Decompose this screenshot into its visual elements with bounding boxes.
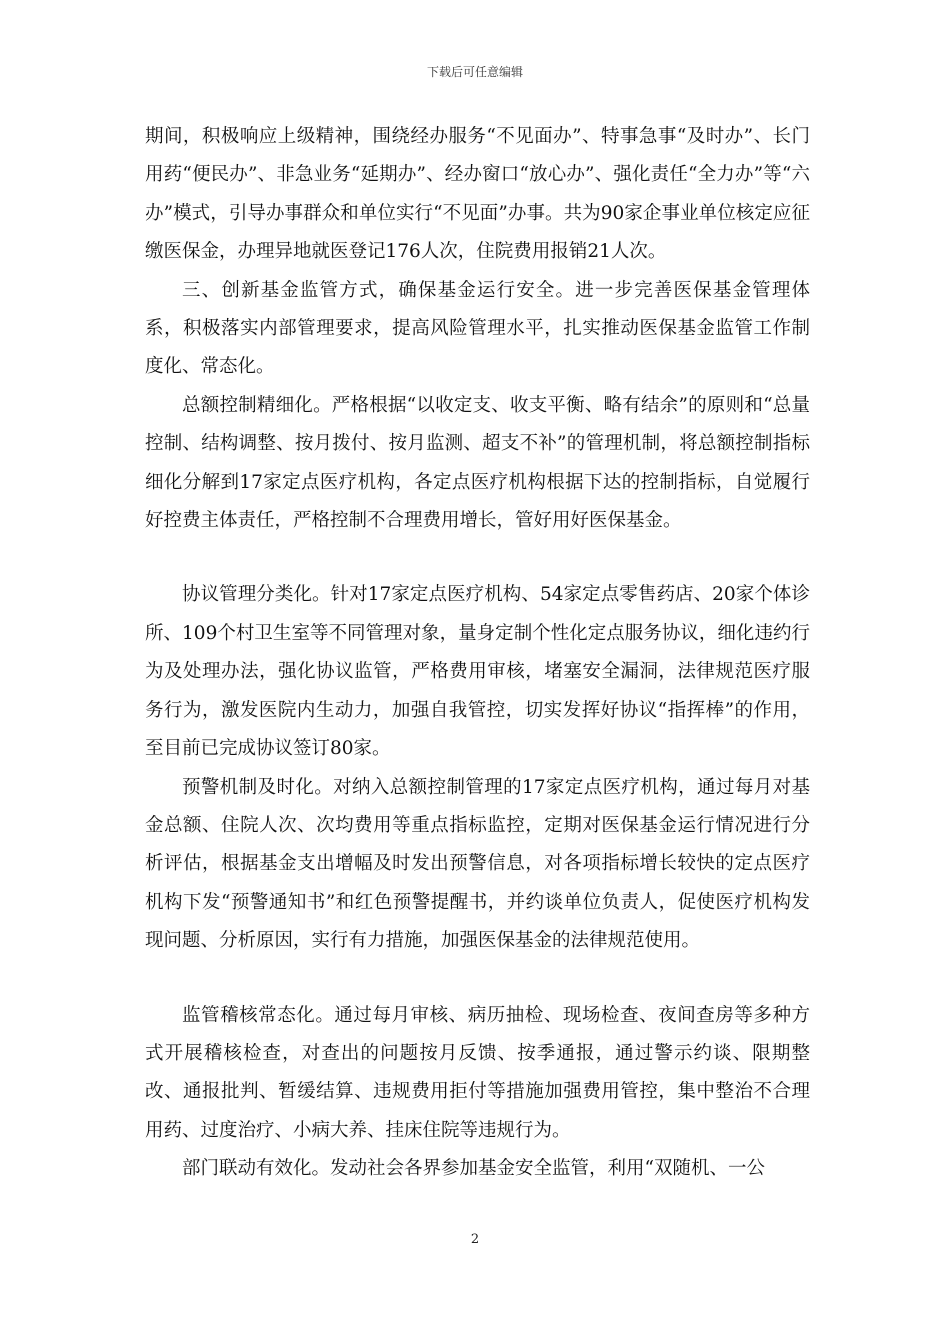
paragraph-department-linkage: 部门联动有效化。发动社会各界参加基金安全监管，利用“双随机、一公 (182, 1158, 765, 1180)
paragraph-total-control: 总额控制精细化。严格根据“以收定支、收支平衡、略有结余”的原则和“总量控制、结构调整、按月拨付、按月监测、超支不补”的管理机制，将总额控制指标细化分解到17家定点医疗机构，各定点医疗机构根据下达的控制指标，自觉履行好控费主体责任，严格控制不合理费用增长，管好用好医保基金。 (145, 394, 810, 532)
paragraph-audit-inspection: 监管稽核常态化。通过每月审核、病历抽检、现场检查、夜间查房等多种方式开展稽核检查，对查出的问题按月反馈、按季通报，通过警示约谈、限期整改、通报批判、暂缓结算、违规费用拒付等措施加强费用管控，集中整治不合理用药、过度治疗、小病大养、挂床住院等违规行为。 (145, 1004, 810, 1141)
page-header: 下载后可任意编辑 (426, 65, 523, 79)
paragraph-agreement-management: 协议管理分类化。针对17家定点医疗机构、54家定点零售药店、20家个体诊所、109个村卫生室等不同管理对象，量身定制个性化定点服务协议，细化违约行为及处理办法，强化协议监管，严格费用审核，堵塞安全漏洞，法律规范医疗服务行为，激发医院内生动力，加强自我管控，切实发挥好协议“指挥棒”的作用，至目前已完成协议签订80家。 (145, 584, 810, 760)
paragraph-continuation: 期间，积极响应上级精神，围绕经办服务“不见面办”、特事急事“及时办”、长门用药“便民办”、非急业务“延期办”、经办窗口“放心办”、强化责任“全力办”等“六办”模式，引导办事群众和单位实行“不见面”办事。共为90家企事业单位核定应征缴医保金，办理异地就医登记176人次，住院费用报销21人次。 (145, 126, 810, 263)
document-body (145, 118, 810, 1189)
page-number: 2 (470, 1232, 480, 1247)
paragraph-fund-supervision: 三、创新基金监管方式，确保基金运行安全。进一步完善医保基金管理体系，积极落实内部管理要求，提高风险管理水平，扎实推动医保基金监管工作制度化、常态化。 (145, 279, 810, 378)
paragraph-early-warning: 预警机制及时化。对纳入总额控制管理的17家定点医疗机构，通过每月对基金总额、住院人次、次均费用等重点指标监控，定期对医保基金运行情况进行分析评估，根据基金支出增幅及时发出预警信息，对各项指标增长较快的定点医疗机构下发“预警通知书”和红色预警提醒书，并约谈单位负责人，促使医疗机构发现问题、分析原因，实行有力措施，加强医保基金的法律规范使用。 (145, 776, 810, 952)
